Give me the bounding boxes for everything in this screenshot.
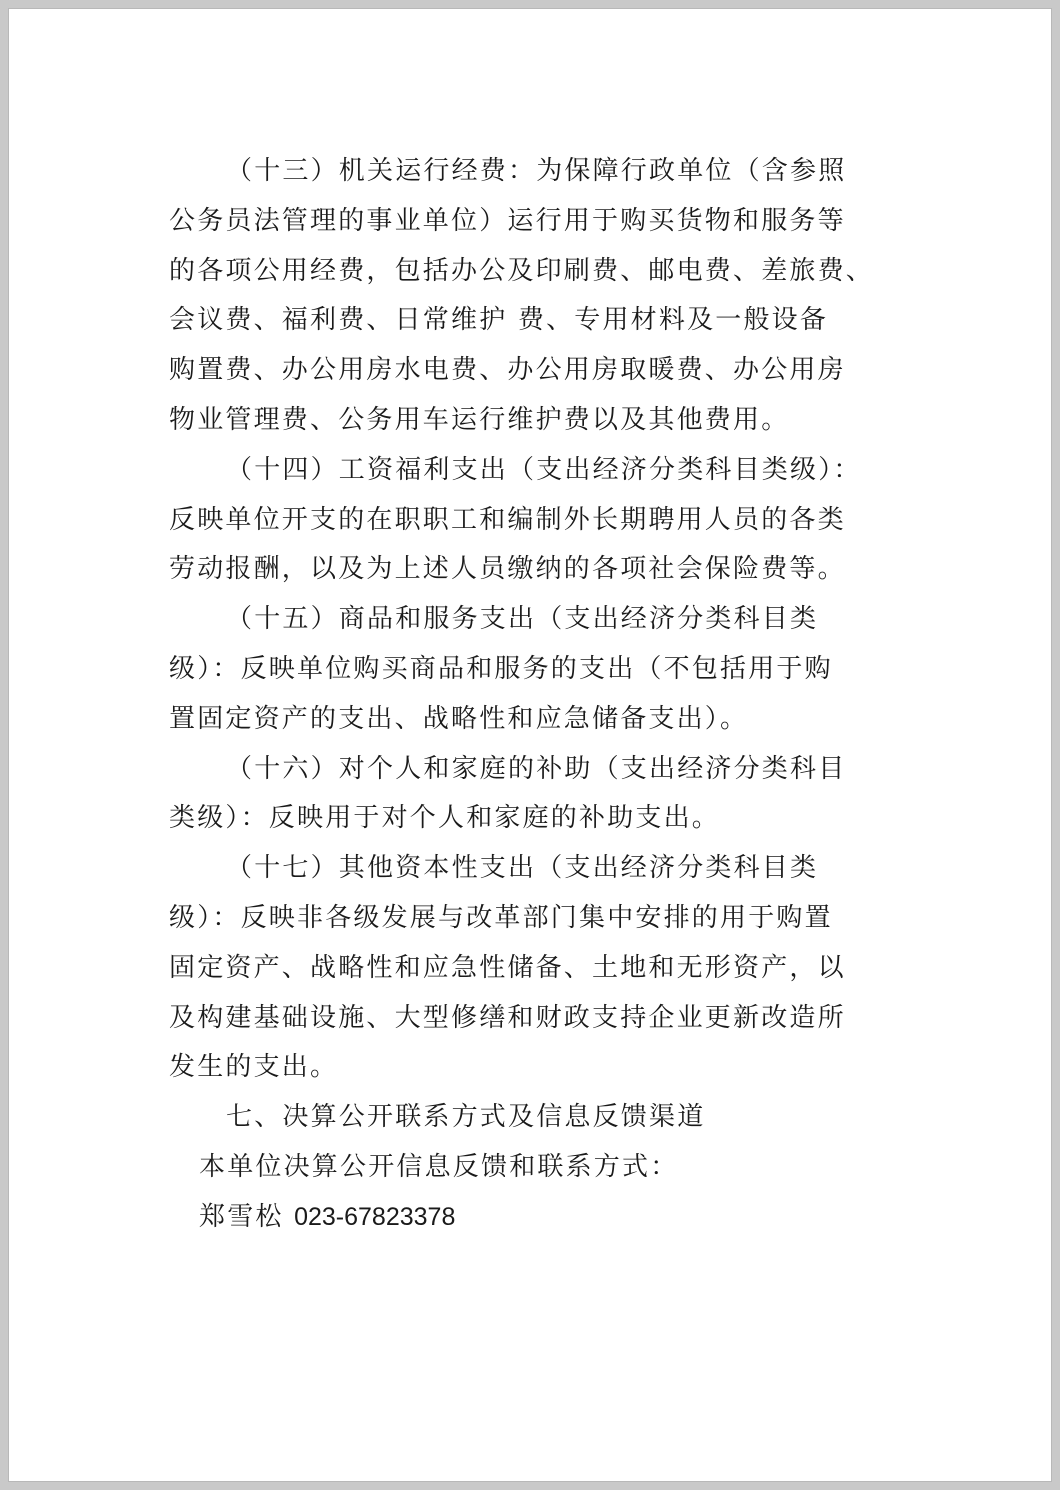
section-heading: 七、决算公开联系方式及信息反馈渠道 [226,1102,706,1133]
paragraph-line: 公务员法管理的事业单位）运行用于购买货物和服务等 [169,205,846,236]
contact-intro: 本单位决算公开信息反馈和联系方式： [199,1151,679,1182]
paragraph-line: 发生的支出。 [169,1052,339,1083]
paragraph-line: 置固定资产的支出、战略性和应急储备支出）。 [169,703,749,734]
contact-name: 郑雪松 [199,1201,284,1232]
paragraph-line: （十四）工资福利支出（支出经济分类科目类级）： [226,454,862,485]
paragraph-line: 固定资产、战略性和应急性储备、土地和无形资产，以 [169,952,846,983]
paragraph-line: 类级）：反映用于对个人和家庭的补助支出。 [169,803,721,834]
paragraph-line: 会议费、福利费、日常维护 费、专用材料及一般设备 [169,305,829,336]
document-body [169,147,889,1243]
contact-line [169,1193,889,1243]
paragraph-line: 物业管理费、公务用车运行维护费以及其他费用。 [169,404,790,435]
paragraph-line: 购置费、办公用房水电费、办公用房取暖费、办公用房 [169,355,846,386]
paragraph-line: 级）：反映非各级发展与改革部门集中安排的用于购置 [169,902,833,933]
contact-phone: 023-67823378 [294,1202,456,1231]
paragraph-line: （十七）其他资本性支出（支出经济分类科目类 [226,853,819,884]
paragraph-line: 劳动报酬，以及为上述人员缴纳的各项社会保险费等。 [169,554,846,585]
document-page [8,8,1052,1482]
paragraph-line: （十五）商品和服务支出（支出经济分类科目类 [226,604,819,635]
paragraph-line: 的各项公用经费，包括办公及印刷费、邮电费、差旅费、 [169,255,875,286]
paragraph-line: （十三）机关运行经费：为保障行政单位（含参照 [226,156,847,186]
paragraph-line: 反映单位开支的在职职工和编制外长期聘用人员的各类 [169,504,846,535]
paragraph-line: 及构建基础设施、大型修缮和财政支持企业更新改造所 [169,1002,846,1033]
paragraph-line: 级）：反映单位购买商品和服务的支出（不包括用于购 [169,653,833,684]
paragraph-line: （十六）对个人和家庭的补助（支出经济分类科目 [226,753,847,784]
